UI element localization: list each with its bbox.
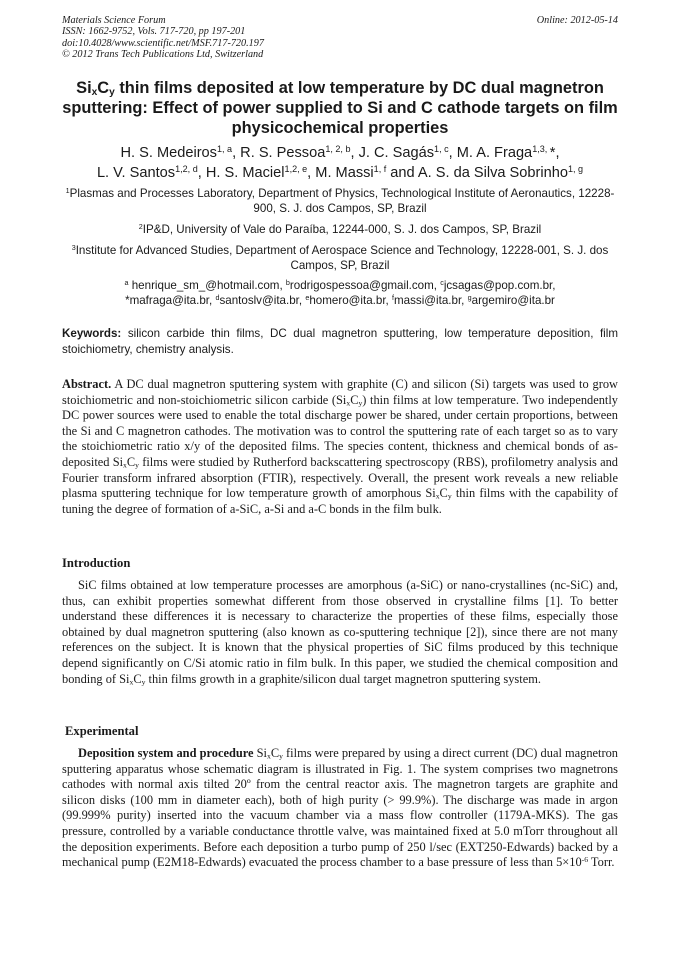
author-name: H. S. Maciel	[205, 164, 285, 181]
author-list	[52, 144, 628, 183]
issn-line: ISSN: 1662-9752, Vols. 717-720, pp 197-201	[62, 26, 246, 38]
email-line-1	[62, 278, 618, 293]
journal-name: Materials Science Forum	[62, 15, 166, 26]
author-affil: 1, a	[216, 144, 233, 155]
sub-y: y	[135, 460, 139, 470]
author-affil: 1, f	[373, 163, 387, 174]
sub-x: x	[123, 460, 127, 470]
sub-y: y	[279, 751, 283, 761]
symbol-c: C	[350, 392, 359, 407]
email-sup: d	[215, 293, 220, 303]
author-line-1	[52, 144, 628, 164]
author-affil: 1,2, e	[284, 163, 308, 174]
online-date: Online: 2012-05-14	[536, 15, 618, 26]
author-sep: ,	[197, 164, 206, 181]
email-star[interactable]: *mafraga@ita.br,	[125, 294, 216, 308]
author-name: M. Massi	[315, 164, 374, 181]
author-line-2	[52, 164, 628, 184]
email-sup: c	[440, 278, 444, 288]
affiliation-text: Institute for Advanced Studies, Department of Aerospace Science and Technology, 12228-001, S. J. dos Campos, SP, Brazil	[75, 244, 609, 273]
sub-y: y	[141, 677, 146, 687]
journal-header	[62, 15, 618, 60]
email-sup: b	[285, 278, 290, 288]
title-si: Si	[76, 79, 92, 97]
author-affil: 1, g	[567, 163, 584, 174]
sub-x: x	[435, 491, 440, 501]
affiliation-3	[52, 243, 628, 274]
title-sub-y: y	[109, 87, 115, 99]
email-a[interactable]: henrique_sm_@hotmail.com,	[128, 279, 286, 292]
title-line-1-rest: thin films deposited at low temperature by DC dual magnetron	[114, 79, 604, 97]
email-d[interactable]: santoslv@ita.br,	[219, 294, 306, 308]
abstract-label: Abstract.	[62, 377, 112, 391]
experimental-heading: Experimental	[65, 724, 139, 738]
title-c: C	[97, 79, 110, 97]
author-sep: and	[386, 164, 418, 181]
author-name: A. S. da Silva Sobrinho	[417, 164, 568, 181]
experimental-subheading: Deposition system and procedure	[78, 746, 254, 760]
exponent: -6	[581, 854, 589, 864]
experimental-text: Si	[253, 746, 267, 760]
email-sup: g	[467, 293, 472, 303]
author-sep: ,	[350, 145, 359, 161]
affiliation-number: 1	[65, 186, 70, 196]
abstract-text: films were studied by Rutherford backscattering spectroscopy (RBS), profilometry analysis and Fourier transform infrared absorption (FTIR), respectively. Overall, the present work reveals a new reliable plasma sputtering technique for low temperature growth of amorphous Si	[62, 454, 618, 501]
author-name: R. S. Pessoa	[240, 145, 326, 161]
email-sup: a	[124, 278, 129, 288]
affiliation-text: Plasmas and Processes Laboratory, Department of Physics, Technological Institute of Aeronautics, 12228-900, S. J. dos Campos, SP, Brazil	[69, 187, 615, 216]
title-line-3: physicochemical properties	[231, 119, 449, 137]
affiliation-text: IP&D, University of Vale do Paraíba, 12244-000, S. J. dos Campos, SP, Brazil	[142, 223, 542, 236]
author-name: L. V. Santos	[96, 164, 176, 181]
email-line-2	[62, 293, 618, 308]
sub-x: x	[266, 751, 271, 761]
email-f[interactable]: massi@ita.br,	[394, 294, 468, 308]
author-affil: 1, 2, b	[325, 144, 351, 155]
experimental-text: Torr.	[588, 855, 615, 870]
email-g[interactable]: argemiro@ita.br	[471, 294, 555, 308]
affiliation-number: 3	[71, 243, 76, 253]
author-name: J. C. Sagás	[358, 145, 435, 161]
keywords-label: Keywords:	[62, 327, 122, 340]
author-affil: 1,2, d	[175, 163, 198, 174]
author-sep: ,	[307, 164, 316, 181]
author-sep: ,	[232, 145, 241, 161]
sub-y: y	[358, 398, 363, 408]
symbol-c: C	[126, 454, 136, 469]
affiliation-1	[62, 186, 618, 217]
keywords-text: silicon carbide thin films, DC dual magnetron sputtering, low temperature deposition, film stoichiometry, chemistry analysis.	[62, 327, 618, 356]
introduction-text: thin films growth in a graphite/silicon dual target magnetron sputtering system.	[145, 671, 541, 686]
email-sup: e	[305, 293, 310, 303]
sub-x: x	[129, 677, 134, 687]
email-b[interactable]: rodrigospessoa@gmail.com,	[289, 279, 441, 292]
author-affil: 1, c	[434, 144, 449, 155]
affiliation-number: 2	[138, 222, 143, 232]
introduction-heading: Introduction	[62, 556, 131, 570]
author-sep: *,	[549, 145, 560, 161]
sub-x: x	[346, 398, 351, 408]
experimental-text: films were prepared by using a direct current (DC) dual magnetron sputtering apparatus whose schematic diagram is illustrated in Fig. 1. The system comprises two magnetrons cathodes with normal axis tilted 20º from the central reactor axis. The magnetron targets are graphite and silicon disks (100 mm in diameter each), both of high purity (> 99.9%). The discharge was made in argon (99.999% purity) inserted into the vacuum chamber via a mass flow controller (1179A-MKS). The gas pressure, controlled by a variable conductance throttle valve, was maintained fixed at 5.0 mTorr throughout all the deposition experiments. Before each deposition a turbo pump of 250 l/sec (EXT250-Edwards) backed by a mechanical pump (E2M18-Edwards) evacuated the process chamber to a base pressure of less than 5×10	[62, 746, 618, 870]
abstract	[62, 377, 618, 517]
email-sup: f	[392, 293, 394, 303]
symbol-c: C	[270, 746, 280, 760]
paper-title	[62, 78, 618, 138]
keywords	[62, 326, 618, 357]
introduction-body	[62, 578, 618, 687]
abstract-text: thin films with the capability of tuning the degree of formation of a-SiC, a-Si and a-C bonds in the film bulk.	[62, 486, 618, 516]
doi-line: doi:10.4028/www.scientific.net/MSF.717-720.197	[62, 37, 264, 49]
experimental-body	[62, 746, 618, 871]
title-line-1	[62, 78, 618, 98]
author-sep: ,	[448, 145, 457, 161]
author-affil: 1,3,	[532, 144, 550, 155]
introduction-text: SiC films obtained at low temperature processes are amorphous (a-SiC) or nano-crystallines (nc-SiC) and, thus, can exhibit properties somewhat different from those observed in crystalline films [1]. To better understand these differences it is necessary to characterize the properties of these films, especially those obtained by dual magnetron sputtering (also known as co-sputtering technique [2]), since there are not many references on the subject. It is known that the physical properties of SiC films produced by this technique depend significantly on C/Si atomic ratio in film bulk. In this paper, we studied the chemical composition and bonding of Si	[62, 578, 618, 686]
email-c[interactable]: jcsagas@pop.com.br,	[443, 279, 556, 292]
title-line-2: sputtering: Effect of power supplied to Si and C cathode targets on film	[62, 99, 618, 117]
email-e[interactable]: homero@ita.br,	[309, 294, 392, 308]
abstract-text: ) thin films at low temperature. Two independently DC power sources were used to enable the total discharge power be shared, under certain proportions, between the Si and C magnetron cathodes. The motivation was to control the sputtering rate of each target so as to vary the stoichiometric ratio x/y of the deposited films. The species content, thickness and chemical bonds of as-deposited Si	[62, 392, 618, 469]
copyright-line: © 2012 Trans Tech Publications Ltd, Switzerland	[62, 48, 264, 60]
abstract-text: A DC dual magnetron sputtering system with graphite (C) and silicon (Si) targets was used to grow stoichiometric and non-stoichiometric silicon carbide (Si	[62, 377, 618, 407]
author-name: M. A. Fraga	[456, 145, 533, 161]
symbol-c: C	[439, 486, 448, 501]
title-sub-x: x	[91, 87, 98, 99]
sub-y: y	[447, 491, 452, 501]
affiliation-2	[62, 222, 618, 237]
symbol-c: C	[133, 671, 142, 686]
author-name: H. S. Medeiros	[120, 145, 217, 161]
email-list	[62, 278, 618, 309]
